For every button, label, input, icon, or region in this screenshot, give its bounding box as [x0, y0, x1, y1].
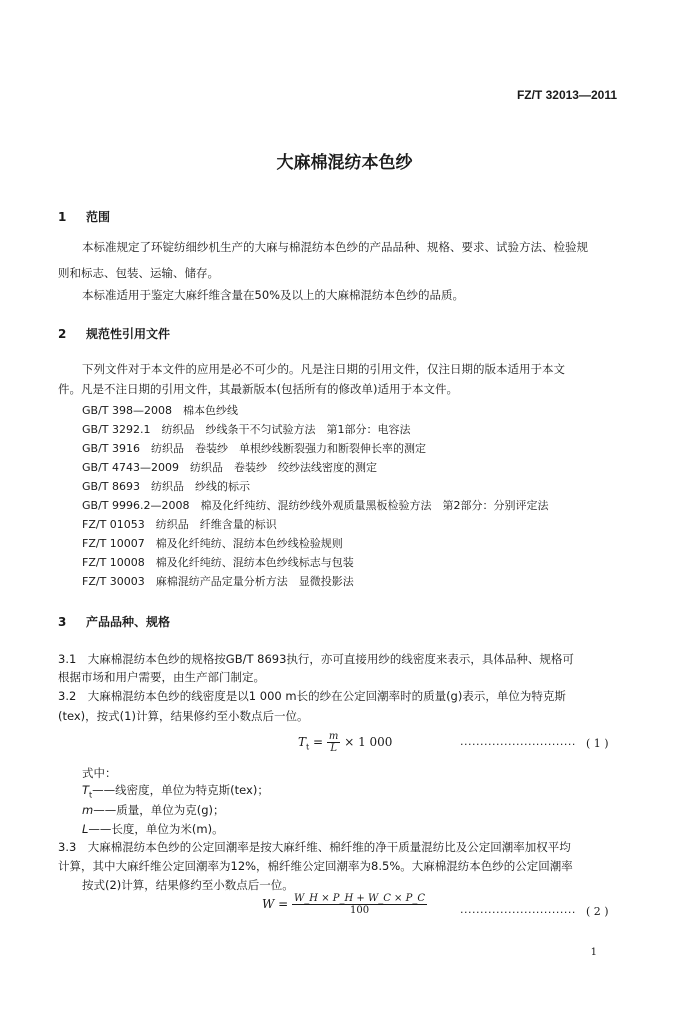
definition-item: [82, 782, 269, 799]
formula-1-lhs-sub: t: [306, 742, 310, 752]
clause-3-2-line-1: 3.2 大麻棉混纺本色纱的线密度是以1 000 m长的纱在公定回潮率时的质量(g)表示，单位为特克斯: [58, 689, 566, 703]
formula-2-lhs: W: [262, 897, 275, 911]
reference-item: GB/T 3916 纺织品 卷装纱 单根纱线断裂强力和断裂伸长率的测定: [82, 442, 426, 455]
definition-item: [82, 802, 224, 818]
section-1-number: 1: [58, 210, 67, 224]
reference-item: FZ/T 10007 棉及化纤纯纺、混纺本色纱线检验规则: [82, 537, 343, 550]
def-text: ——质量，单位为克(g)；: [93, 803, 225, 817]
formula-2-leader: ·····························: [460, 906, 576, 919]
def-symbol: m: [82, 803, 94, 817]
def-symbol: L: [82, 822, 89, 836]
section-2-intro-2: 件。凡是不注日期的引用文件，其最新版本(包括所有的修改单)适用于本文件。: [58, 382, 458, 396]
section-3-number: 3: [58, 615, 67, 629]
reference-item: GB/T 4743—2009 纺织品 卷装纱 绞纱法线密度的测定: [82, 461, 377, 474]
reference-item: GB/T 8693 纺织品 纱线的标示: [82, 480, 250, 493]
document-title: 大麻棉混纺本色纱: [276, 153, 413, 173]
def-symbol-sub: t: [89, 790, 93, 800]
reference-item: GB/T 398—2008 棉本色纱线: [82, 404, 238, 417]
def-text: ——线密度，单位为特克斯(tex)；: [92, 783, 269, 797]
formula-2-fraction: [292, 893, 427, 916]
section-1-para-1a: 本标准规定了环锭纺细纱机生产的大麻与棉混纺本色纱的产品品种、规格、要求、试验方法、检验规: [82, 240, 588, 254]
reference-item: FZ/T 01053 纺织品 纤维含量的标识: [82, 518, 277, 531]
formula-1-numerator: m: [328, 731, 339, 742]
clause-3-1-line-2: 根据市场和用户需要，由生产部门制定。: [58, 670, 265, 684]
reference-item: GB/T 9996.2—2008 棉及化纤纯纺、混纺纱线外观质量黑板检验方法 第2部分：分别评定法: [82, 499, 549, 512]
formula-1-leader: ·····························: [460, 738, 576, 751]
formula-1-denominator: L: [330, 743, 337, 754]
formula-1: [298, 731, 392, 754]
section-1-heading: [58, 208, 110, 225]
page-number: 1: [590, 947, 597, 958]
section-2-intro-1: 下列文件对于本文件的应用是必不可少的。凡是注日期的引用文件，仅注日期的版本适用于本文: [82, 362, 565, 376]
def-text: ——长度，单位为米(m)。: [88, 822, 224, 836]
formula-2: [262, 893, 427, 916]
section-1-para-2: 本标准适用于鉴定大麻纤维含量在50%及以上的大麻棉混纺本色纱的品质。: [82, 288, 465, 302]
reference-item: FZ/T 10008 棉及化纤纯纺、混纺本色纱线标志与包装: [82, 556, 354, 569]
section-1-para-1b: 则和标志、包装、运输、储存。: [58, 266, 219, 280]
section-1-title: 范围: [86, 210, 111, 224]
formula-1-fraction: [327, 731, 340, 754]
where-label: 式中：: [82, 766, 117, 780]
clause-3-3-line-1: 3.3 大麻棉混纺本色纱的公定回潮率是按大麻纤维、棉纤维的净干质量混纺比及公定回潮率加权平均: [58, 840, 571, 854]
formula-2-label: ( 2 ): [586, 905, 609, 918]
clause-3-2-line-2: (tex)，按式(1)计算，结果修约至小数点后一位。: [58, 709, 309, 723]
clause-3-3-line-3: 按式(2)计算，结果修约至小数点后一位。: [82, 878, 294, 892]
section-3-heading: [58, 613, 170, 630]
formula-2-numerator: W_H × P_H + W_C × P_C: [294, 893, 425, 904]
formula-1-label: ( 1 ): [586, 737, 609, 750]
section-3-title: 产品品种、规格: [86, 615, 171, 629]
section-2-number: 2: [58, 327, 67, 341]
clause-3-3-line-2: 计算，其中大麻纤维公定回潮率为12%，棉纤维公定回潮率为8.5%。大麻棉混纺本色纱的公定回潮率: [58, 859, 573, 873]
formula-2-eq: =: [274, 897, 293, 911]
section-2-title: 规范性引用文件: [86, 327, 171, 341]
reference-item: FZ/T 30003 麻棉混纺产品定量分析方法 显微投影法: [82, 575, 354, 588]
definition-item: [82, 821, 224, 837]
section-2-heading: [58, 325, 170, 342]
formula-2-denominator: 100: [349, 905, 370, 916]
formula-1-eq: =: [309, 735, 327, 749]
standard-code: FZ/T 32013—2011: [516, 88, 617, 102]
formula-1-tail: × 1 000: [340, 735, 393, 749]
def-symbol: T: [82, 783, 90, 797]
clause-3-1-line-1: 3.1 大麻棉混纺本色纱的规格按GB/T 8693执行，亦可直接用纱的线密度来表示，具体品种、规格可: [58, 652, 574, 666]
reference-item: GB/T 3292.1 纺织品 纱线条干不匀试验方法 第1部分：电容法: [82, 423, 411, 436]
formula-1-lhs: T: [298, 735, 307, 749]
